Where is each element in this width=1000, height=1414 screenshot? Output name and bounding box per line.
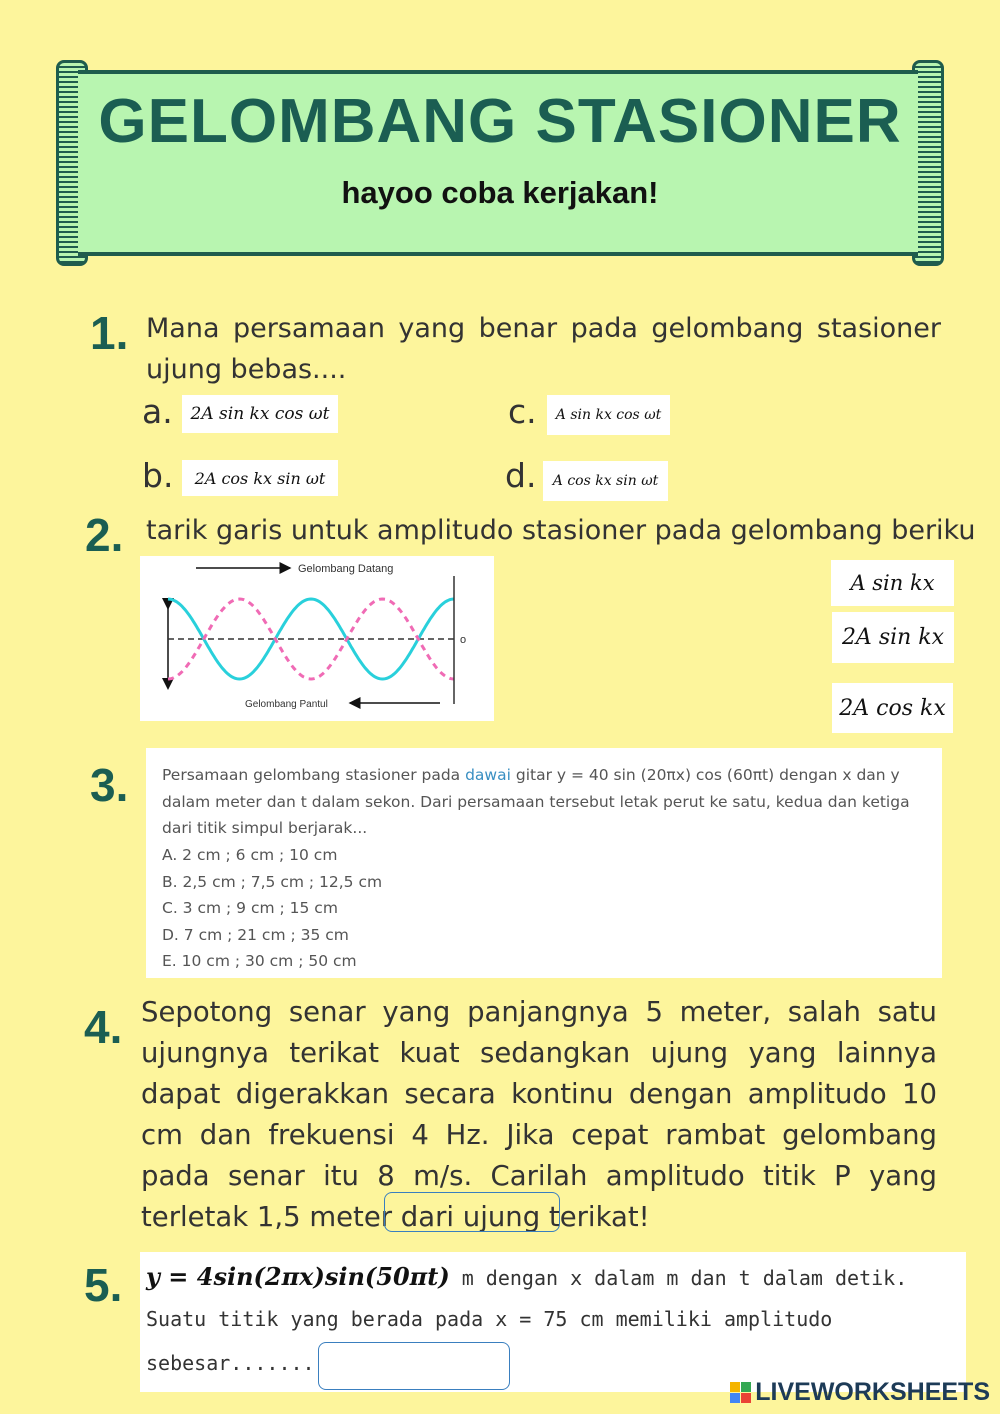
- q1-option-d-label: d.: [505, 456, 537, 495]
- q5-line-3: sebesar.......: [146, 1351, 315, 1375]
- q5-answer-input[interactable]: [318, 1342, 510, 1390]
- question-3-options: [162, 842, 382, 975]
- q2-choice-2a-sin[interactable]: 2A sin kx: [832, 612, 954, 663]
- question-3-number: 3.: [90, 759, 129, 811]
- question-4-number: 4.: [84, 1001, 123, 1053]
- question-3-text: [162, 762, 937, 842]
- standing-wave-diagram: [140, 556, 494, 721]
- brand-name: LIVEWORKSHEETS: [755, 1378, 990, 1406]
- incoming-wave-label: Gelombang Datang: [298, 563, 394, 575]
- question-3-panel: [146, 748, 942, 978]
- liveworksheets-logo[interactable]: [730, 1378, 990, 1407]
- question-1-text: Mana persamaan yang benar pada gelombang stasioner ujung bebas....: [146, 313, 941, 385]
- q1-option-c-label: c.: [508, 392, 537, 431]
- q1-option-a-label: a.: [142, 392, 173, 431]
- dawai-link[interactable]: dawai: [465, 766, 511, 784]
- question-2-text: tarik garis untuk amplitudo stasioner pada gelombang beriku: [146, 515, 976, 546]
- q1-option-c-formula[interactable]: A sin kx cos ωt: [547, 395, 670, 435]
- q3-text-before: Persamaan gelombang stasioner pada: [162, 766, 466, 784]
- question-2-number: 2.: [85, 509, 124, 561]
- reflected-wave-label: Gelombang Pantul: [245, 699, 328, 710]
- q1-option-b-formula[interactable]: 2A cos kx sin ωt: [182, 460, 338, 496]
- origin-label: o: [460, 634, 467, 646]
- q1-option-a-formula[interactable]: 2A sin kx cos ωt: [182, 395, 338, 433]
- question-1-number: 1.: [90, 307, 129, 359]
- q1-option-b-label: b.: [142, 456, 174, 495]
- question-5-panel: [140, 1252, 966, 1392]
- logo-mark-icon: [730, 1382, 751, 1403]
- q5-line-1: [146, 1262, 907, 1291]
- q3-option-c[interactable]: C. 3 cm ; 9 cm ; 15 cm: [162, 899, 338, 917]
- q5-equation: y = 4sin(2πx)sin(50πt): [146, 1262, 450, 1291]
- q5-line-1-rest: m dengan x dalam m dan t dalam detik.: [449, 1266, 908, 1290]
- page-subtitle: hayoo coba kerjakan!: [341, 175, 659, 210]
- q2-choice-2a-cos[interactable]: 2A cos kx: [832, 683, 953, 733]
- q4-answer-input[interactable]: [384, 1192, 560, 1232]
- q3-option-a[interactable]: A. 2 cm ; 6 cm ; 10 cm: [162, 846, 338, 864]
- question-4-text: Sepotong senar yang panjangnya 5 meter, salah satu ujungnya terikat kuat sedangkan ujung yang lainnya dapat digerakkan secara kontinu dengan amplitudo 10 cm dan frekuensi 4 Hz. Jika cepat rambat gelombang pada senar itu 8 m/s. Carilah amplitudo titik P yang terletak 1,5 meter dari ujung terikat!: [141, 996, 937, 1233]
- wave-svg: [140, 556, 494, 721]
- q3-option-d[interactable]: D. 7 cm ; 21 cm ; 35 cm: [162, 925, 349, 944]
- q5-line-2: Suatu titik yang berada pada x = 75 cm memiliki amplitudo: [146, 1307, 833, 1331]
- q3-text-after: gitar y = 40 sin (20πx) cos (60πt) dengan x dan y dalam meter dan t dalam sekon. Dari persamaan tersebut letak perut ke satu, kedua dan ketiga dari titik simpul berjarak...: [162, 766, 910, 837]
- question-5-number: 5.: [84, 1259, 123, 1311]
- page-title: GELOMBANG STASIONER: [98, 87, 902, 156]
- q3-option-b[interactable]: B. 2,5 cm ; 7,5 cm ; 12,5 cm: [162, 872, 383, 891]
- q2-choice-a-sin[interactable]: A sin kx: [831, 560, 954, 606]
- q3-option-e[interactable]: E. 10 cm ; 30 cm ; 50 cm: [162, 952, 357, 970]
- q1-option-d-formula[interactable]: A cos kx sin ωt: [543, 461, 668, 501]
